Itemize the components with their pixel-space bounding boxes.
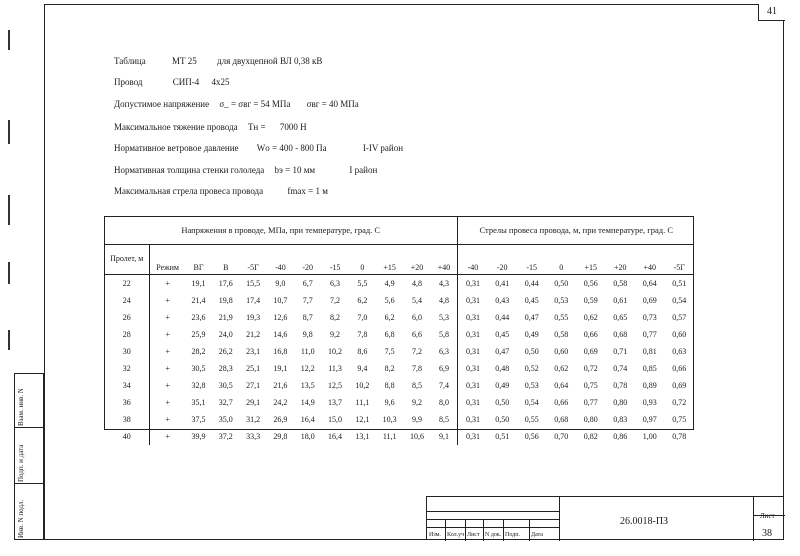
stress-cell: 23,6: [191, 313, 206, 322]
sag-cell: 0,49: [495, 381, 510, 390]
stress-cell: 6,2: [357, 296, 368, 305]
stress-col-header: -15: [321, 245, 348, 275]
sag-cell: 0,31: [458, 360, 488, 377]
wind-line: [114, 143, 403, 153]
sag-cell: 0,80: [613, 398, 628, 407]
sag-cell: 0,31: [458, 326, 488, 343]
wire-label: Провод: [114, 77, 143, 87]
stress-cell: 6,3: [330, 279, 341, 288]
stress-cell: 24,0: [218, 330, 233, 339]
document-code: 26.0018-ПЗ: [620, 516, 669, 527]
sag-cell: 0,60: [672, 330, 687, 339]
mode-cell: +: [165, 364, 170, 373]
table-row: [104, 360, 694, 377]
side-cell-inv: [14, 483, 44, 540]
stress-cell: 4,3: [439, 279, 450, 288]
sag-cell: 0,53: [524, 381, 539, 390]
span-cell: 32: [104, 360, 150, 377]
sag-cell: 0,58: [554, 330, 569, 339]
stress-label: Допустимое напряжение: [114, 99, 210, 109]
sag-cell: 0,55: [554, 313, 569, 322]
sag-cell: 0,62: [583, 313, 598, 322]
stress-cell: 17,6: [218, 279, 233, 288]
stress-cell: 9,0: [275, 279, 286, 288]
span-cell: 30: [104, 343, 150, 360]
span-cell: 36: [104, 394, 150, 411]
table-title-row: [104, 216, 694, 245]
side-stamp: [14, 373, 44, 540]
side-label-sign: Подп. и дата: [17, 444, 25, 482]
stress-cell: 7,8: [411, 364, 422, 373]
sag-cell: 0,47: [524, 313, 539, 322]
stress-cell: 12,2: [300, 364, 315, 373]
sag-cell: 0,31: [458, 309, 488, 326]
sag-cell: 0,45: [524, 296, 539, 305]
sag-cell: 0,50: [524, 347, 539, 356]
stress-cell: 35,1: [191, 398, 206, 407]
stress-cell: 8,0: [439, 398, 450, 407]
stress-cell: 10,2: [355, 381, 370, 390]
binding-mark: [8, 30, 10, 50]
wind-value: Wо = 400 - 800 Па: [256, 143, 327, 153]
stress-cell: 17,4: [246, 296, 261, 305]
stress-cell: 10,7: [273, 296, 288, 305]
sag-cell: 0,77: [583, 398, 598, 407]
stress-cell: 5,3: [439, 313, 450, 322]
stress-cell: 27,1: [246, 381, 261, 390]
stress-cell: 13,5: [300, 381, 315, 390]
stress-cell: 9,2: [330, 330, 341, 339]
sag-cell: 0,48: [495, 364, 510, 373]
stress-cell: 7,0: [357, 313, 368, 322]
stress-cell: 28,2: [191, 347, 206, 356]
side-label-inv: Инв. N подл.: [17, 499, 25, 538]
stress-cell: 39,9: [191, 432, 206, 441]
stress-cell: 15,5: [246, 279, 261, 288]
stress-cell: 28,3: [218, 364, 233, 373]
sheet-number: 38: [762, 528, 772, 539]
sag-cell: 0,31: [458, 292, 488, 309]
stress-cell: 9,4: [357, 364, 368, 373]
span-cell: 34: [104, 377, 150, 394]
wind-region: I-IV район: [362, 143, 404, 153]
sheet-label: Лист: [760, 512, 775, 520]
sag-cell: 0,51: [672, 279, 687, 288]
stress-title: Напряжения в проводе, МПа, при температуре, град. С: [104, 216, 458, 245]
top-page-number: 41: [758, 4, 785, 21]
sag-cell: 0,60: [554, 347, 569, 356]
sag-cell: 0,74: [613, 364, 628, 373]
stamp-label: N док.: [485, 532, 502, 538]
stress-cell: 16,4: [300, 415, 315, 424]
sag-cell: 0,58: [613, 279, 628, 288]
mode-cell: +: [165, 432, 170, 441]
ice-value: bэ = 10 мм: [274, 165, 316, 175]
sag-cell: 0,69: [583, 347, 598, 356]
sag-col-header: +40: [635, 245, 665, 275]
sag-cell: 0,64: [554, 381, 569, 390]
stress-cell: 23,1: [246, 347, 261, 356]
stress-cell: 5,4: [411, 296, 422, 305]
sag-cell: 0,66: [672, 364, 687, 373]
sag-cell: 0,72: [672, 398, 687, 407]
mode-header: Режим: [150, 245, 185, 275]
stress-cell: 21,9: [218, 313, 233, 322]
stress-cell: 8,6: [357, 347, 368, 356]
stress-cell: 6,2: [384, 313, 395, 322]
mode-cell: +: [165, 347, 170, 356]
sag-cell: 0,31: [458, 275, 488, 293]
sag-cell: 0,75: [672, 415, 687, 424]
tension-label: Максимальное тяжение провода: [114, 122, 238, 132]
span-cell: 26: [104, 309, 150, 326]
sag-cell: 0,54: [524, 398, 539, 407]
sag-cell: 0,69: [672, 381, 687, 390]
data-table: [104, 216, 694, 445]
sag-cell: 0,65: [613, 313, 628, 322]
table-label: Таблица: [114, 56, 146, 66]
sag-cell: 0,45: [495, 330, 510, 339]
mode-cell: +: [165, 279, 170, 288]
mode-cell: +: [165, 330, 170, 339]
sag-cell: 0,68: [554, 415, 569, 424]
stress-cell: 8,2: [330, 313, 341, 322]
span-cell: 28: [104, 326, 150, 343]
wind-label: Нормативное ветровое давление: [114, 143, 239, 153]
table-row: [104, 292, 694, 309]
sag-cell: 0,53: [554, 296, 569, 305]
stress-cell: 15,0: [328, 415, 343, 424]
table-row: [104, 377, 694, 394]
sag-cell: 0,31: [458, 411, 488, 428]
sag-cell: 0,56: [524, 432, 539, 441]
sag-cell: 0,51: [495, 432, 510, 441]
sag-cell: 0,77: [642, 330, 657, 339]
stress-cell: 8,7: [302, 313, 313, 322]
table-row: [104, 275, 694, 293]
table-row: [104, 343, 694, 360]
table-row: [104, 411, 694, 428]
table-title-line: [114, 56, 322, 66]
stamp-label: Изм.: [429, 532, 441, 538]
table-row: [104, 394, 694, 411]
stress-cell: 5,8: [439, 330, 450, 339]
span-cell: 38: [104, 411, 150, 428]
stress-cell: 11,3: [328, 364, 342, 373]
binding-mark: [8, 120, 10, 144]
stress-cell: 8,2: [384, 364, 395, 373]
sag-cell: 0,86: [613, 432, 628, 441]
stress-line: [114, 99, 359, 109]
sag-cell: 0,61: [613, 296, 628, 305]
stress-cell: 7,7: [302, 296, 313, 305]
stress-cell: 9,6: [384, 398, 395, 407]
sag-cell: 0,43: [495, 296, 510, 305]
stress-cell: 7,2: [330, 296, 341, 305]
mode-cell: +: [165, 381, 170, 390]
stress-cell: 9,8: [302, 330, 313, 339]
ice-region: I район: [349, 165, 378, 175]
stress-cell: 29,1: [246, 398, 261, 407]
stress-cell: 8,5: [439, 415, 450, 424]
sag-cell: 0,72: [583, 364, 598, 373]
table-row: [104, 326, 694, 343]
mode-cell: +: [165, 313, 170, 322]
wire-size: 4х25: [211, 77, 230, 87]
stress-cell: 6,6: [411, 330, 422, 339]
table-row: [104, 309, 694, 326]
stress-cell: 19,3: [246, 313, 261, 322]
sag-cell: 0,50: [495, 415, 510, 424]
stress-cell: 24,2: [273, 398, 288, 407]
stress-cell: 12,1: [355, 415, 370, 424]
stress-cell: 11,1: [355, 398, 370, 407]
stress-cell: 5,6: [384, 296, 395, 305]
sag-cell: 0,59: [583, 296, 598, 305]
stamp-label: Лист: [467, 532, 480, 538]
stress-formula-2: σвг = 40 МПа: [306, 99, 359, 109]
stress-cell: 33,3: [246, 432, 261, 441]
span-cell: 40: [104, 428, 150, 445]
stress-cell: 26,9: [273, 415, 288, 424]
sag-cell: 0,55: [524, 415, 539, 424]
stamp-label: Дата: [531, 532, 543, 538]
sag-col-header: -20: [487, 245, 517, 275]
sag-line: [114, 186, 328, 196]
sag-cell: 0,70: [554, 432, 569, 441]
sag-col-header: -5Г: [664, 245, 694, 275]
stress-cell: 19,1: [273, 364, 288, 373]
stress-cell: 32,8: [191, 381, 206, 390]
tension-line: [114, 122, 307, 132]
stress-col-header: -20: [294, 245, 321, 275]
binding-mark: [8, 330, 10, 350]
sag-col-header: +15: [576, 245, 606, 275]
ice-line: [114, 165, 377, 175]
sag-cell: 0,44: [495, 313, 510, 322]
stress-cell: 13,7: [328, 398, 343, 407]
sag-cell: 0,64: [642, 279, 657, 288]
sag-cell: 0,63: [672, 347, 687, 356]
sag-cell: 0,89: [642, 381, 657, 390]
stress-cell: 10,6: [409, 432, 424, 441]
stress-cell: 16,8: [273, 347, 288, 356]
stress-cell: 26,2: [218, 347, 233, 356]
stress-cell: 7,8: [357, 330, 368, 339]
tension-value: 7000 Н: [279, 122, 307, 132]
sag-cell: 0,57: [672, 313, 687, 322]
sag-cell: 0,82: [583, 432, 598, 441]
sag-cell: 0,49: [524, 330, 539, 339]
stress-cell: 4,8: [411, 279, 422, 288]
sag-cell: 0,31: [458, 343, 488, 360]
sag-title: Стрелы провеса провода, м, при температуре, град. С: [458, 216, 694, 245]
stress-cell: 13,1: [355, 432, 370, 441]
stress-cell: 30,5: [218, 381, 233, 390]
sag-cell: 0,97: [642, 415, 657, 424]
binding-mark: [8, 262, 10, 284]
stress-cell: 19,1: [191, 279, 206, 288]
stress-cell: 6,8: [384, 330, 395, 339]
wire-type: СИП-4: [172, 77, 200, 87]
stress-cell: 37,5: [191, 415, 206, 424]
side-label-replace: Взам. инв. N: [17, 388, 25, 426]
stress-col-header: +20: [403, 245, 430, 275]
stress-cell: 5,5: [357, 279, 368, 288]
sag-cell: 0,85: [642, 364, 657, 373]
stress-cell: 16,4: [328, 432, 343, 441]
stress-cell: 29,8: [273, 432, 288, 441]
sag-cell: 0,41: [495, 279, 510, 288]
mode-cell: +: [165, 415, 170, 424]
stress-cell: 4,9: [384, 279, 395, 288]
sag-col-header: +20: [605, 245, 635, 275]
stress-col-header: ВГ: [185, 245, 212, 275]
sag-col-header: -15: [517, 245, 547, 275]
sag-cell: 0,62: [554, 364, 569, 373]
stress-cell: 21,2: [246, 330, 261, 339]
sag-cell: 0,78: [613, 381, 628, 390]
ice-label: Нормативная толщина стенки гололеда: [114, 165, 265, 175]
span-header: Пролет, м: [104, 245, 150, 275]
sag-cell: 0,44: [524, 279, 539, 288]
stress-col-header: 0: [349, 245, 376, 275]
mode-cell: +: [165, 398, 170, 407]
stress-cell: 21,4: [191, 296, 206, 305]
stress-cell: 19,8: [218, 296, 233, 305]
table-desc: для двухцепной ВЛ 0,38 кВ: [217, 56, 323, 66]
stress-formula: σ_ = σвг = 54 МПа: [219, 99, 291, 109]
stress-cell: 14,9: [300, 398, 315, 407]
stress-cell: 9,9: [411, 415, 422, 424]
stress-cell: 7,5: [384, 347, 395, 356]
sag-col-header: 0: [546, 245, 576, 275]
stress-cell: 37,2: [218, 432, 233, 441]
stress-cell: 7,2: [411, 347, 422, 356]
stamp-label: Кол.уч: [447, 532, 465, 538]
tension-symbol: Тн =: [247, 122, 266, 132]
sag-col-header: -40: [458, 245, 488, 275]
sag-cell: 0,54: [672, 296, 687, 305]
sag-cell: 0,31: [458, 428, 488, 445]
stress-cell: 10,2: [328, 347, 343, 356]
sag-cell: 0,69: [642, 296, 657, 305]
stamp-label: Подп.: [505, 532, 520, 538]
stress-cell: 6,0: [411, 313, 422, 322]
stress-cell: 25,9: [191, 330, 206, 339]
sag-cell: 0,68: [613, 330, 628, 339]
stress-col-header: -40: [267, 245, 294, 275]
stress-cell: 10,3: [382, 415, 397, 424]
wire-line: [114, 77, 230, 87]
side-cell-replace: [14, 373, 44, 428]
stress-col-header: +40: [431, 245, 458, 275]
stress-col-header: +15: [376, 245, 403, 275]
binding-mark: [8, 195, 10, 225]
span-cell: 22: [104, 275, 150, 293]
stress-cell: 6,9: [439, 364, 450, 373]
stress-col-header: -5Г: [239, 245, 266, 275]
stress-cell: 6,7: [302, 279, 313, 288]
sag-cell: 0,78: [672, 432, 687, 441]
stress-cell: 14,6: [273, 330, 288, 339]
sag-value: fmax = 1 м: [287, 186, 328, 196]
sag-cell: 0,66: [554, 398, 569, 407]
sag-cell: 0,31: [458, 377, 488, 394]
column-header-row: [104, 245, 694, 275]
stress-cell: 7,4: [439, 381, 450, 390]
sag-label: Максимальная стрела провеса провода: [114, 186, 264, 196]
stress-cell: 9,1: [439, 432, 450, 441]
sag-cell: 0,80: [583, 415, 598, 424]
stress-cell: 12,5: [328, 381, 343, 390]
stress-cell: 12,6: [273, 313, 288, 322]
stress-cell: 9,2: [411, 398, 422, 407]
sag-cell: 0,73: [642, 313, 657, 322]
sag-cell: 0,81: [642, 347, 657, 356]
sag-cell: 0,75: [583, 381, 598, 390]
stress-cell: 31,2: [246, 415, 261, 424]
stress-cell: 4,8: [439, 296, 450, 305]
stress-col-header: В: [212, 245, 239, 275]
sag-cell: 0,50: [554, 279, 569, 288]
sag-cell: 0,31: [458, 394, 488, 411]
sag-cell: 1,00: [642, 432, 657, 441]
stress-cell: 30,5: [191, 364, 206, 373]
sag-cell: 0,71: [613, 347, 628, 356]
sag-cell: 0,83: [613, 415, 628, 424]
sag-cell: 0,50: [495, 398, 510, 407]
span-cell: 24: [104, 292, 150, 309]
sag-cell: 0,56: [583, 279, 598, 288]
stress-cell: 11,0: [300, 347, 315, 356]
title-block: [426, 496, 784, 540]
stress-cell: 18,0: [300, 432, 315, 441]
stress-cell: 6,3: [439, 347, 450, 356]
sag-cell: 0,52: [524, 364, 539, 373]
sag-cell: 0,66: [583, 330, 598, 339]
sag-cell: 0,47: [495, 347, 510, 356]
stress-cell: 32,7: [218, 398, 233, 407]
stress-cell: 11,1: [382, 432, 397, 441]
stress-cell: 35,0: [218, 415, 233, 424]
stress-cell: 21,6: [273, 381, 288, 390]
stress-cell: 8,8: [384, 381, 395, 390]
stress-cell: 8,5: [411, 381, 422, 390]
mode-cell: +: [165, 296, 170, 305]
stress-cell: 25,1: [246, 364, 261, 373]
table-code: МТ 25: [172, 56, 197, 66]
table-row: [104, 428, 694, 445]
sag-cell: 0,93: [642, 398, 657, 407]
side-cell-sign: [14, 427, 44, 484]
